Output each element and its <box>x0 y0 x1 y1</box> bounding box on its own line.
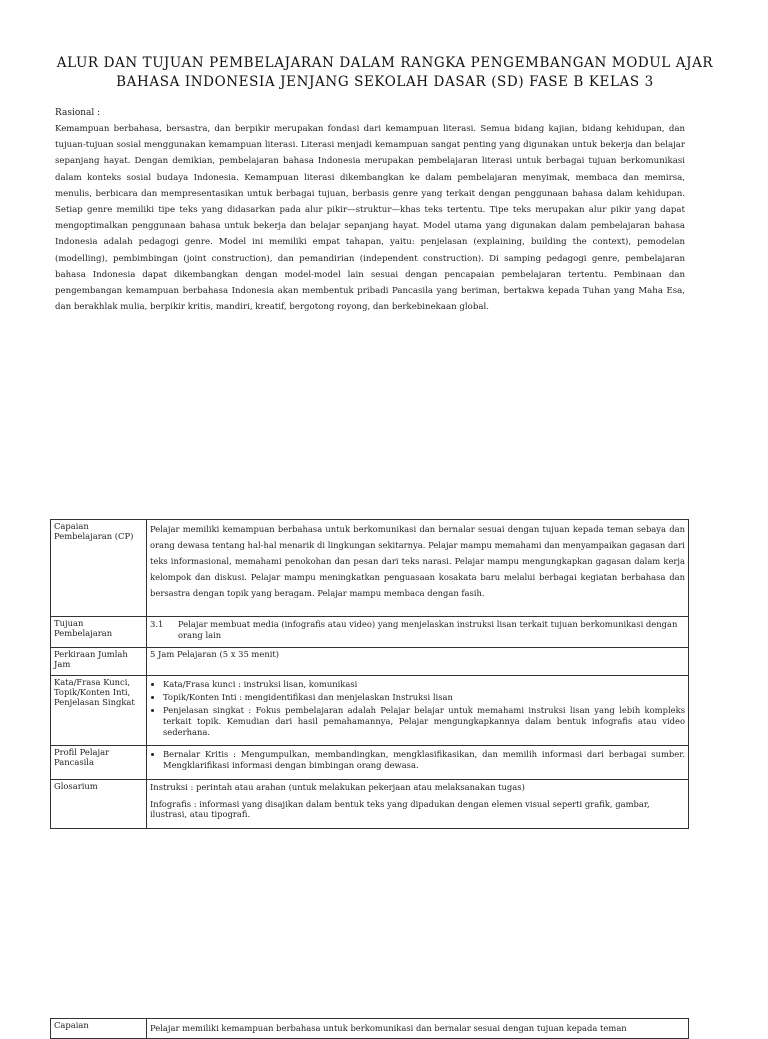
glosarium-entry: Infografis : informasi yang disajikan dalam bentuk teks yang dipadukan dengan elemen visual seperti grafik, gambar, ilustrasi, atau tipografi. <box>150 799 650 819</box>
cp-text: Pelajar memiliki kemampuan berbahasa untuk berkomunikasi dan bernalar sesuai dengan tujuan kepada teman <box>147 1019 689 1039</box>
jam-label: Perkiraan Jumlah Jam <box>51 648 147 676</box>
profil-cell <box>147 746 689 780</box>
profil-label: Profil Pelajar Pancasila <box>51 746 147 780</box>
next-page-table <box>50 1018 689 1039</box>
list-item: • Penjelasan singkat : Fokus pembelajaran adalah Pelajar belajar untuk memahami instruksi lisan yang lebih kompleks terkait topik. Kemudian dari hasil pemahamannya, Pelajar mengungkapkannya dalam bentuk infografis atau video sederhana. <box>163 705 685 738</box>
jam-text: 5 Jam Pelajaran (5 x 35 menit) <box>147 648 689 676</box>
list-item: • Bernalar Kritis : Mengumpulkan, membandingkan, mengklasifikasikan, dan memilih informasi dari berbagai sumber. Mengklarifikasi informasi dengan bimbingan orang dewasa. <box>163 749 685 771</box>
kata-label: Kata/Frasa Kunci, Topik/Konten Inti, Penjelasan Singkat <box>51 676 147 746</box>
cp-label: Capaian Pembelajaran (CP) <box>51 520 147 617</box>
table-row <box>51 648 689 676</box>
cp-text: Pelajar memiliki kemampuan berbahasa untuk berkomunikasi dan bernalar sesuai dengan tujuan kepada teman sebaya dan orang dewasa tentang hal-hal menarik di lingkungan sekitarnya. Pelajar mampu memahami dan menyampaikan gagasan dari teks informasional, memahami penokohan dan pesan dari teks narasi. Pelajar mampu mengungkapkan gagasan dalam kerja kelompok dan diskusi. Pelajar mampu meningkatkan penguasaan kosakata baru melalui berbagai kegiatan berbahasa dan bersastra dengan topik yang beragam. Pelajar mampu membaca dengan fasih. <box>147 520 689 617</box>
glosarium-entry: Instruksi : perintah atau arahan (untuk melakukan pekerjaan atau melaksanakan tugas) <box>150 782 525 792</box>
table-row <box>51 746 689 780</box>
tujuan-label: Tujuan Pembelajaran <box>51 617 147 648</box>
title-line-2: BAHASA INDONESIA JENJANG SEKOLAH DASAR (SD) FASE B KELAS 3 <box>116 74 654 90</box>
glosarium-cell <box>147 780 689 829</box>
tujuan-number: 3.1 <box>150 619 164 629</box>
table-row <box>51 676 689 746</box>
title-line-1: ALUR DAN TUJUAN PEMBELAJARAN DALAM RANGKA PENGEMBANGAN MODUL AJAR <box>56 55 714 71</box>
glosarium-label: Glosarium <box>51 780 147 829</box>
tujuan-cell <box>147 617 689 648</box>
table-row <box>51 617 689 648</box>
kata-list <box>150 679 685 738</box>
rasional-label: Rasional : <box>55 108 101 118</box>
kata-cell <box>147 676 689 746</box>
profil-list <box>150 749 685 771</box>
table-row <box>51 1019 689 1039</box>
cp-label: Capaian <box>51 1019 147 1039</box>
list-item: • Kata/Frasa kunci : instruksi lisan, komunikasi <box>163 679 685 690</box>
learning-objectives-table <box>50 519 689 829</box>
table-row <box>51 520 689 617</box>
list-item: • Topik/Konten Inti : mengidentifikasi dan menjelaskan Instruksi lisan <box>163 692 685 703</box>
table-row <box>51 780 689 829</box>
document-title <box>50 54 720 92</box>
rasional-paragraph: Kemampuan berbahasa, bersastra, dan berpikir merupakan fondasi dari kemampuan literasi. Semua bidang kajian, bidang kehidupan, dan tujuan-tujuan sosial menggunakan kemampuan literasi. Literasi menjadi kemampuan sangat penting yang digunakan untuk bekerja dan belajar sepanjang hayat. Dengan demikian, pembelajaran bahasa Indonesia merupakan pembelajaran literasi untuk berbagai tujuan berkomunikasi dalam konteks sosial budaya Indonesia. Kemampuan literasi dikembangkan ke dalam pembelajaran menyimak, membaca dan memirsa, menulis, berbicara dan mempresentasikan untuk berbagai tujuan, berbasis genre yang terkait dengan penggunaan bahasa dalam kehidupan. Setiap genre memiliki tipe teks yang didasarkan pada alur pikir—struktur—khas teks tertentu. Tipe teks merupakan alur pikir yang dapat mengoptimalkan penggunaan bahasa untuk bekerja dan belajar sepanjang hayat. Model utama yang digunakan dalam pembelajaran bahasa Indonesia adalah pedagogi genre. Model ini memiliki empat tahapan, yaitu: penjelasan (explaining, building the context), pemodelan (modelling), pembimbingan (joint construction), dan pemandirian (independent construction). Di samping pedagogi genre, pembelajaran bahasa Indonesia dapat dikembangkan dengan model-model lain sesuai dengan pencapaian pembelajaran tertentu. Pembinaan dan pengembangan kemampuan berbahasa Indonesia akan membentuk pribadi Pancasila yang beriman, bertakwa kepada Tuhan yang Maha Esa, dan berakhlak mulia, berpikir kritis, mandiri, kreatif, bergotong royong, dan berkebinekaan global. <box>55 124 685 313</box>
tujuan-text: Pelajar membuat media (infografis atau video) yang menjelaskan instruksi lisan terkait tujuan berkomunikasi dengan orang lain <box>178 619 678 640</box>
